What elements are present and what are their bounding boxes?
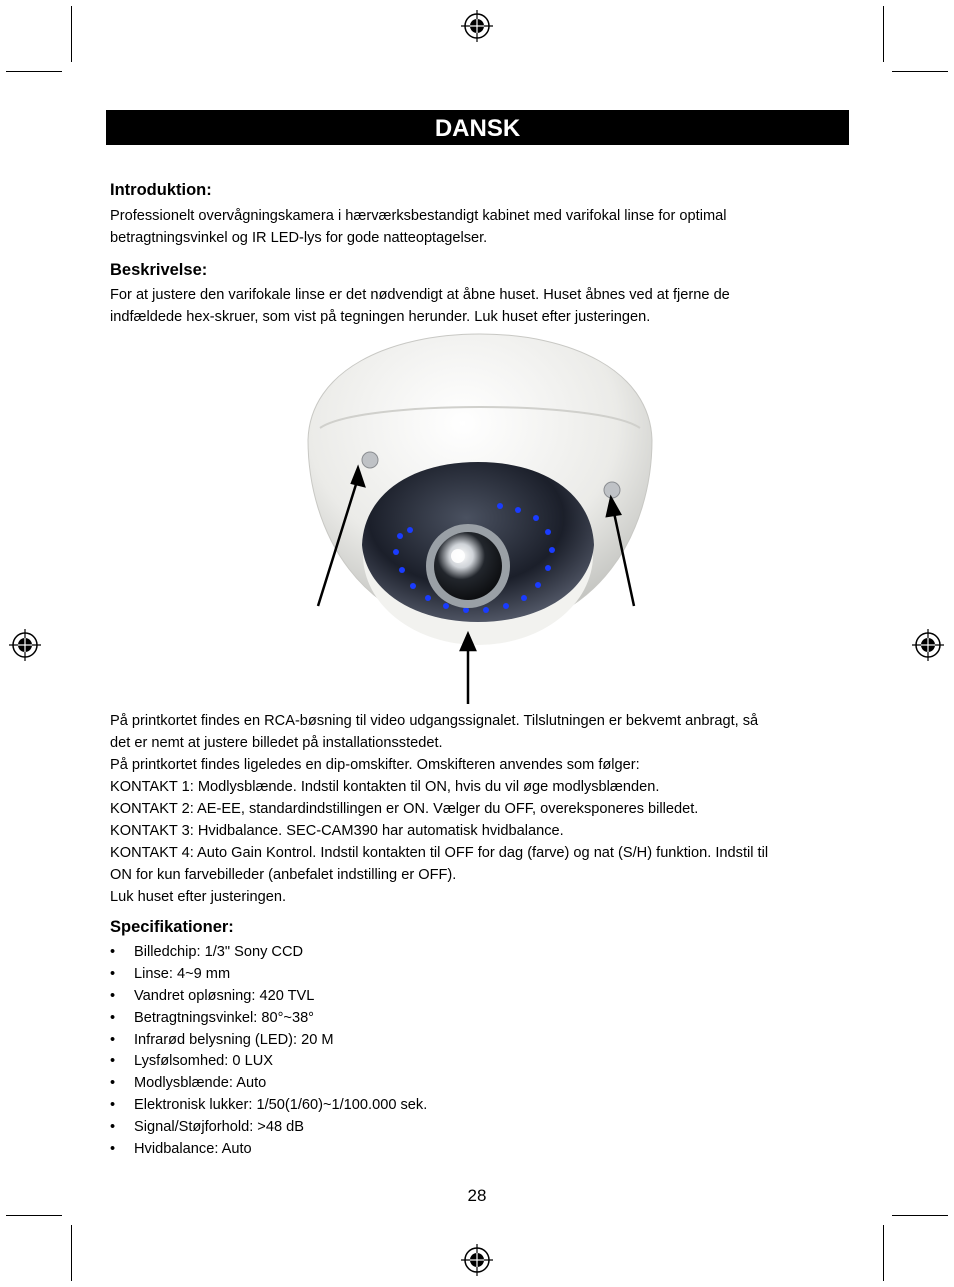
spec-text: Hvidbalance: Auto — [134, 1141, 252, 1158]
registration-mark-icon — [461, 1244, 493, 1276]
spec-item — [110, 986, 427, 1008]
crop-mark — [6, 1215, 62, 1216]
specs-list — [110, 942, 427, 1161]
registration-mark-icon — [912, 629, 944, 661]
dome-camera-illustration — [300, 330, 660, 710]
body-line: Luk huset efter justeringen. — [110, 889, 287, 905]
intro-line: betragtningsvinkel og IR LED-lys for gode natteoptagelser. — [110, 230, 488, 246]
crop-mark — [71, 6, 72, 62]
spec-item — [110, 1051, 427, 1073]
spec-text: Vandret opløsning: 420 TVL — [134, 987, 315, 1004]
bullet-icon: • — [110, 965, 116, 982]
description-heading: Beskrivelse: — [110, 261, 208, 279]
body-paragraph — [110, 710, 850, 908]
specs-heading: Specifikationer: — [110, 918, 234, 936]
spec-item — [110, 1008, 427, 1030]
body-line: På printkortet findes en RCA-bøsning til video udgangssignalet. Tilslutningen er bekvemt anbragt, så — [110, 713, 759, 729]
intro-line: Professionelt overvågningskamera i hærværksbestandigt kabinet med varifokal linse for optimal — [110, 208, 727, 224]
crop-mark — [883, 6, 884, 62]
bullet-icon: • — [110, 1119, 116, 1136]
body-line: KONTAKT 4: Auto Gain Kontrol. Indstil kontakten til OFF for dag (farve) og nat (S/H) funktion. Indstil til — [110, 845, 769, 861]
crop-mark — [6, 71, 62, 72]
bullet-icon: • — [110, 1097, 116, 1114]
crop-mark — [892, 1215, 948, 1216]
language-header: DANSK — [106, 110, 849, 145]
spec-text: Billedchip: 1/3" Sony CCD — [134, 944, 304, 960]
body-line: KONTAKT 1: Modlysblænde. Indstil kontakten til ON, hvis du vil øge modlysblænden. — [110, 779, 660, 795]
spec-item — [110, 1073, 427, 1095]
body-line: ON for kun farvebilleder (anbefalet indstilling er OFF). — [110, 867, 457, 883]
description-line: For at justere den varifokale linse er det nødvendigt at åbne huset. Huset åbnes ved at fjerne de — [110, 287, 730, 303]
body-line: På printkortet findes ligeledes en dip-omskifter. Omskifteren anvendes som følger: — [110, 757, 640, 773]
registration-mark-icon — [461, 10, 493, 42]
crop-mark — [71, 1225, 72, 1281]
spec-text: Linse: 4~9 mm — [134, 965, 231, 982]
crop-mark — [892, 71, 948, 72]
intro-paragraph — [110, 205, 850, 249]
crop-mark — [883, 1225, 884, 1281]
description-line: indfældede hex-skruer, som vist på tegningen herunder. Luk huset efter justeringen. — [110, 309, 651, 325]
spec-text: Signal/Støjforhold: >48 dB — [134, 1119, 304, 1136]
bullet-icon: • — [110, 1053, 116, 1070]
description-paragraph — [110, 284, 850, 328]
spec-text: Infrarød belysning (LED): 20 M — [134, 1031, 334, 1048]
bullet-icon: • — [110, 944, 116, 960]
bullet-icon: • — [110, 1141, 116, 1158]
bullet-icon: • — [110, 1075, 116, 1092]
body-line: KONTAKT 3: Hvidbalance. SEC-CAM390 har automatisk hvidbalance. — [110, 823, 564, 839]
registration-mark-icon — [9, 629, 41, 661]
spec-text: Betragtningsvinkel: 80°~38° — [134, 1009, 315, 1026]
bullet-icon: • — [110, 1031, 116, 1048]
spec-item — [110, 1095, 427, 1117]
bullet-icon: • — [110, 1009, 116, 1026]
intro-heading: Introduktion: — [110, 181, 212, 199]
spec-text: Modlysblænde: Auto — [134, 1075, 267, 1092]
spec-item — [110, 1139, 427, 1161]
spec-text: Lysfølsomhed: 0 LUX — [134, 1053, 273, 1070]
spec-item — [110, 1030, 427, 1052]
bullet-icon: • — [110, 987, 116, 1004]
page-number: 28 — [467, 1186, 487, 1205]
spec-text: Elektronisk lukker: 1/50(1/60)~1/100.000 sek. — [134, 1097, 428, 1114]
body-line: KONTAKT 2: AE-EE, standardindstillingen er ON. Vælger du OFF, overeksponeres billedet. — [110, 801, 699, 817]
spec-item — [110, 1117, 427, 1139]
spec-item — [110, 964, 427, 986]
spec-item — [110, 942, 427, 964]
body-line: det er nemt at justere billedet på installationsstedet. — [110, 735, 443, 751]
